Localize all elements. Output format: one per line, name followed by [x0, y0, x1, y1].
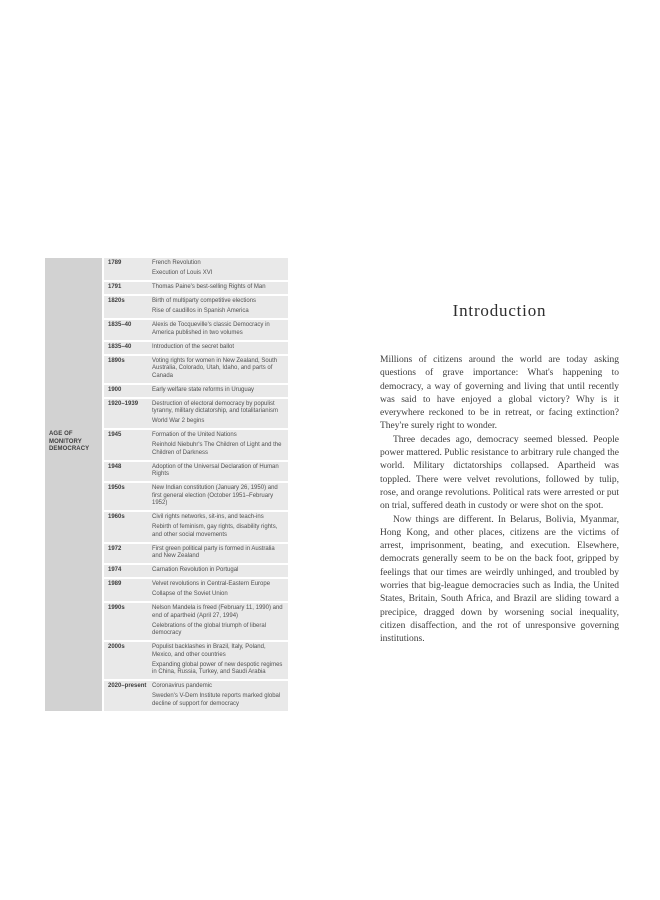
timeline-row [104, 642, 288, 679]
timeline-entries [152, 644, 284, 677]
timeline-row [104, 681, 288, 711]
timeline-entries [152, 581, 284, 599]
timeline-year: 1789 [108, 260, 122, 266]
timeline-row [104, 296, 288, 318]
timeline-entries [152, 432, 284, 457]
timeline-row [104, 282, 288, 294]
timeline-entry: Early welfare state reforms in Uruguay [152, 386, 255, 393]
timeline-entry: World War 2 begins [152, 418, 205, 424]
timeline-row [104, 430, 288, 460]
timeline-entry: Carnation Revolution in Portugal [152, 567, 239, 573]
era-sidebar [45, 258, 102, 711]
timeline-row [104, 385, 288, 397]
timeline-rows [104, 258, 288, 711]
timeline-year: 1990s [108, 605, 125, 611]
timeline-row [104, 399, 288, 429]
timeline-entry: Celebrations of the global triumph of liberal democracy [152, 622, 267, 636]
timeline-row [104, 483, 288, 510]
timeline-entries [152, 567, 284, 575]
timeline-entries [152, 401, 284, 426]
timeline-entry: French Revolution [152, 260, 201, 266]
timeline-entry: First green political party is formed in Australia and New Zealand [152, 545, 275, 559]
timeline-year: 1989 [108, 581, 122, 587]
timeline-entry: Adoption of the Universal Declaration of Human Rights [152, 463, 279, 477]
timeline-entry: Sweden's V-Dem Institute reports marked global decline of support for democracy [152, 693, 281, 707]
intro-paragraph: Now things are different. In Belarus, Bolivia, Myanmar, Hong Kong, and other places, citizens are the victims of arrest, imprisonment, beating, and execution. Elsewhere, democrats generally seem to be on the back foot, gripped by feelings that our times are weirdly unhinged, and troubled by worries that big-league democracies such as India, the United States, Britain, South Africa, and Brazil are sliding toward a precipice, dragged down by worsening social inequality, citizen disaffection, and the rot of unresponsive governing institutions. [380, 514, 619, 645]
timeline-entries [152, 322, 284, 337]
timeline-year: 1920–1939 [108, 400, 139, 407]
timeline-row [104, 258, 288, 280]
timeline-entry: Formation of the United Nations [152, 432, 237, 438]
timeline-year: 1950s [108, 485, 125, 491]
timeline-year: 1948 [108, 463, 122, 470]
chapter-title: Introduction [452, 301, 547, 320]
timeline-year: 1890s [108, 357, 125, 364]
timeline-year: 1791 [108, 284, 122, 290]
timeline-year: 1835–40 [108, 343, 132, 350]
timeline-year: 2020–present [108, 683, 147, 689]
timeline-row [104, 565, 288, 577]
timeline-entries [152, 464, 284, 479]
timeline-entries [152, 284, 284, 292]
intro-paragraph: Millions of citizens around the world are today asking questions of grave importance: What's happening to democracy, a way of governing and living that until recently was said to have enjoyed a global victory? Why is it everywhere reckoned to be in retreat, or facing extinction? They're surely right to wonder. [380, 355, 619, 432]
timeline-entry: Reinhold Niebuhr's The Children of Light and the Children of Darkness [152, 442, 282, 456]
timeline-year: 1835–40 [108, 322, 132, 328]
timeline-entry: Expanding global power of new despotic regimes in China, Russia, Turkey, and Saudi Arabia [152, 661, 283, 675]
timeline-entries [152, 358, 284, 381]
timeline-entries [152, 683, 284, 708]
timeline-row [104, 603, 288, 640]
timeline-year: 2000s [108, 644, 125, 650]
timeline-entry: Rise of caudillos in Spanish America [152, 308, 249, 314]
timeline-year: 1900 [108, 386, 122, 393]
timeline-entry: New Indian constitution (January 26, 1950) and first general election (October 1951–February 1952) [152, 485, 278, 506]
timeline-entries [152, 605, 284, 638]
timeline-entry: Birth of multiparty competitive elections [152, 298, 257, 304]
intro-paragraph: Three decades ago, democracy seemed blessed. People power mattered. Public resistance to arbitrary rule changed the world. Military dictatorships collapsed. Apartheid was toppled. There were velvet revolutions, followed by tulip, rose, and orange revolutions. Political rats were arrested or put on trial, suffered death in custody or were shot on the spot. [380, 434, 619, 512]
timeline-row [104, 342, 288, 354]
timeline-entries [152, 260, 284, 278]
timeline-entry: Nelson Mandela is freed (February 11, 1990) and end of apartheid (April 27, 1994) [152, 605, 283, 619]
timeline-row [104, 512, 288, 542]
timeline-row [104, 356, 288, 383]
timeline-entries [152, 298, 284, 316]
timeline-entry: Velvet revolutions in Central-Eastern Europe [152, 581, 271, 587]
timeline-entry: Civil rights networks, sit-ins, and teach-ins [152, 514, 264, 520]
timeline-entry: Coronavirus pandemic [152, 683, 213, 689]
timeline-row [104, 462, 288, 482]
timeline-entry: Execution of Louis XVI [152, 270, 213, 276]
timeline-year: 1820s [108, 298, 125, 304]
timeline-entries [152, 387, 284, 395]
timeline-row [104, 320, 288, 340]
timeline-entry: Populist backlashes in Brazil, Italy, Poland, Mexico, and other countries [152, 644, 266, 658]
timeline-row [104, 579, 288, 601]
timeline-entries [152, 546, 284, 561]
era-label: AGE OF MONITORY DEMOCRACY [49, 431, 90, 452]
timeline-row [104, 544, 288, 564]
timeline-entry: Voting rights for women in New Zealand, South Australia, Colorado, Utah, Idaho, and parts of Canada [152, 357, 278, 379]
timeline-entry: Destruction of electoral democracy by populist tyranny, military dictatorship, and totalitarianism [152, 400, 278, 414]
introduction-page [380, 301, 619, 647]
timeline-entries [152, 344, 284, 352]
timeline-entries [152, 485, 284, 508]
chronology-table [45, 258, 288, 711]
timeline-entries [152, 514, 284, 539]
timeline-year: 1960s [108, 514, 125, 520]
timeline-entry: Alexis de Tocqueville's classic Democracy in America published in two volumes [152, 322, 270, 336]
timeline-entry: Rebirth of feminism, gay rights, disability rights, and other social movements [152, 524, 278, 538]
timeline-year: 1972 [108, 545, 122, 552]
timeline-entry: Collapse of the Soviet Union [152, 591, 228, 597]
timeline-year: 1945 [108, 432, 122, 438]
timeline-year: 1974 [108, 567, 122, 573]
timeline-entry: Introduction of the secret ballot [152, 343, 235, 350]
timeline-entry: Thomas Paine's best-selling Rights of Man [152, 284, 266, 290]
